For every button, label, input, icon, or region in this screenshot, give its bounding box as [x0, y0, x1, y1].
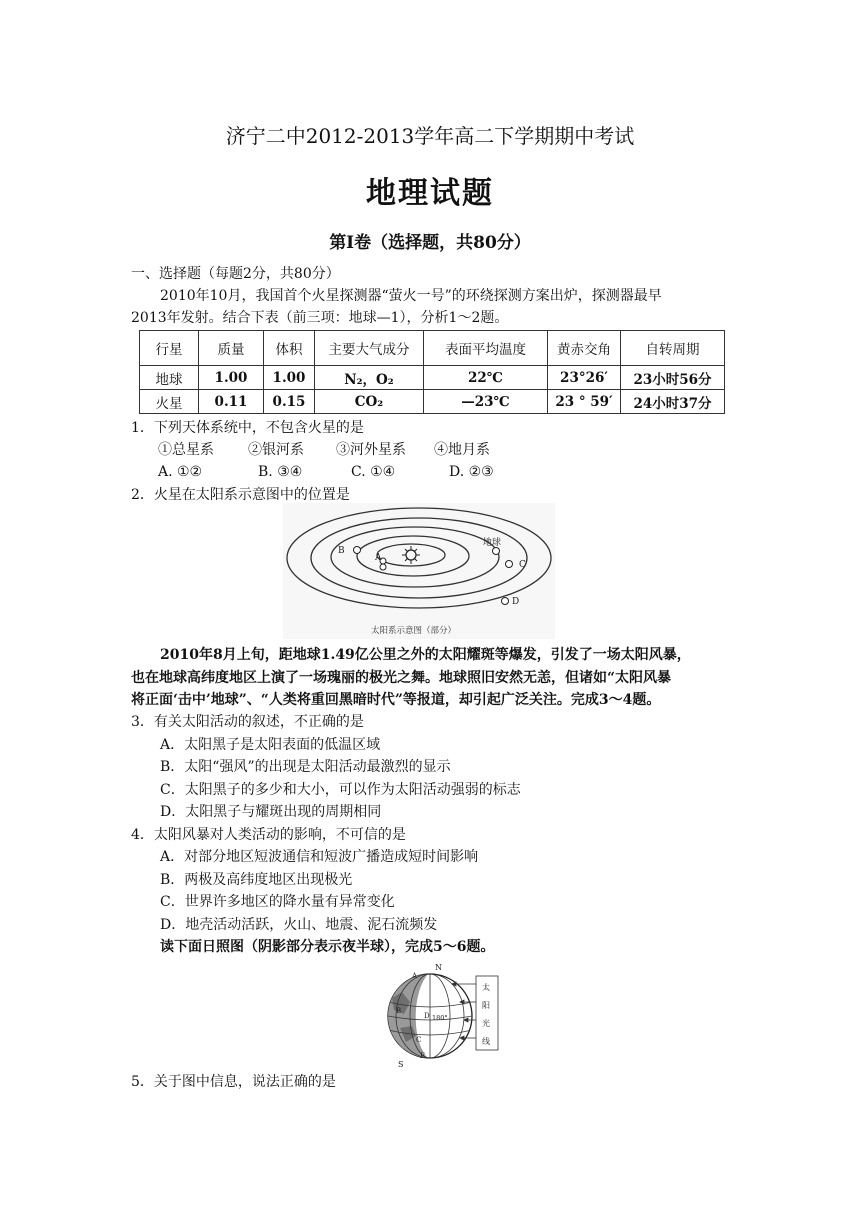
table-cell: 23 ° 59′	[548, 390, 621, 414]
sun-text-2: 阳	[482, 1001, 490, 1010]
q1-option: C. ①④	[351, 464, 396, 480]
solar-figure-caption: 太阳系示意图（部分）	[371, 626, 457, 636]
table-row	[140, 390, 725, 414]
label-earth: 地球	[483, 538, 502, 548]
q4-option-a: A．对部分地区短波通信和短波广播造成短时间影响	[160, 849, 479, 865]
q2-stem: 2．火星在太阳系示意图中的位置是	[131, 487, 350, 503]
planet-earth	[493, 548, 500, 555]
q1-options	[158, 462, 494, 482]
table-header-cell: 体积	[264, 331, 315, 366]
label-a: A	[375, 553, 382, 563]
table-cell: CO₂	[315, 390, 424, 414]
planet-c	[506, 561, 513, 568]
q3-option-a: A．太阳黑子是太阳表面的低温区域	[160, 737, 381, 753]
planet-d	[502, 598, 509, 605]
q3-stem: 3．有关太阳活动的叙述，不正确的是	[131, 714, 364, 730]
illumination-globe-diagram	[372, 958, 502, 1068]
part1-heading: 一、选择题（每题2分，共80分）	[131, 266, 340, 282]
label-longitude: 180°	[432, 1014, 448, 1022]
table-header-cell: 黄赤交角	[548, 331, 621, 366]
q3-option-c: C．太阳黑子的多少和大小，可以作为太阳活动强弱的标志	[160, 782, 521, 798]
solar-system-diagram	[283, 503, 555, 639]
table-cell: 0.15	[264, 390, 315, 414]
q3-option-d: D．太阳黑子与耀斑出现的周期相同	[160, 804, 382, 820]
q1-item: ③河外星系	[336, 442, 406, 458]
q5-stem: 5．关于图中信息，说法正确的是	[131, 1074, 336, 1090]
table-cell: 23°26′	[548, 366, 621, 390]
q1-option: D. ②③	[449, 464, 494, 480]
table-header-cell: 表面平均温度	[424, 331, 548, 366]
table-header-cell: 自转周期	[621, 331, 725, 366]
intro2-line3: 将正面‘击中’地球”、“人类将重回黑暗时代”等报道，却引起广泛关注。完成3～4题。	[131, 692, 661, 708]
table-row	[140, 366, 725, 390]
intro2-line2: 也在地球高纬度地区上演了一场瑰丽的极光之舞。地球照旧安然无恙，但诸如“太阳风暴	[131, 670, 672, 686]
label-b: B	[396, 1007, 402, 1015]
table-cell: 1.00	[199, 366, 264, 390]
label-s: S	[398, 1060, 404, 1068]
planet-inner	[380, 564, 386, 570]
table-cell: 23小时56分	[621, 366, 725, 390]
label-n: N	[435, 963, 442, 972]
planet-comparison-table	[139, 330, 725, 414]
intro3: 读下面日照图（阴影部分表示夜半球），完成5～6题。	[160, 939, 495, 955]
q1-item: ④地月系	[434, 442, 490, 458]
section-title: 第Ⅰ卷（选择题，共80分）	[329, 233, 531, 253]
table-header-cell: 质量	[199, 331, 264, 366]
label-d: D	[424, 1012, 430, 1020]
table-cell: 22℃	[424, 366, 548, 390]
q4-option-b: B．两极及高纬度地区出现极光	[160, 872, 353, 888]
sun-text-1: 太	[482, 983, 490, 992]
label-b: B	[338, 546, 345, 556]
q4-stem: 4．太阳风暴对人类活动的影响，不可信的是	[131, 827, 406, 843]
table-cell: —23℃	[424, 390, 548, 414]
q1-item: ②银河系	[248, 442, 304, 458]
q4-option-c: C．世界许多地区的降水量有异常变化	[160, 894, 395, 910]
q1-items	[158, 440, 490, 460]
label-c: C	[416, 1036, 422, 1044]
subject-title: 地理试题	[366, 176, 494, 211]
table-header-row	[140, 331, 725, 366]
table-header-cell: 行星	[140, 331, 199, 366]
label-c: C	[519, 560, 526, 570]
intro1-line2: 2013年发射。结合下表（前三项：地球—1），分析1～2题。	[131, 310, 509, 326]
q4-option-d: D．地壳活动活跃，火山、地震、泥石流频发	[160, 917, 438, 933]
school-exam-title: 济宁二中2012-2013学年高二下学期期中考试	[225, 124, 635, 148]
table-cell: N₂，O₂	[315, 366, 424, 390]
sun-text-3: 光	[482, 1019, 490, 1028]
intro1-line1: 2010年10月，我国首个火星探测器“萤火一号”的环绕探测方案出炉，探测器最早	[160, 288, 662, 304]
table-cell: 1.00	[264, 366, 315, 390]
table-header-cell: 主要大气成分	[315, 331, 424, 366]
table-cell: 0.11	[199, 390, 264, 414]
label-a: A	[412, 972, 418, 980]
label-d: D	[512, 597, 520, 607]
table-cell: 火星	[140, 390, 199, 414]
q1-option: A. ①②	[158, 464, 203, 480]
q1-option: B. ③④	[258, 464, 303, 480]
table-cell: 24小时37分	[621, 390, 725, 414]
planet-b	[354, 547, 361, 554]
sun-text-4: 线	[482, 1037, 490, 1046]
q1-item: ①总星系	[158, 442, 214, 458]
label-e: E	[420, 1052, 426, 1060]
intro2-line1: 2010年8月上旬，距地球1.49亿公里之外的太阳耀斑等爆发，引发了一场太阳风暴，	[160, 647, 691, 663]
table-cell: 地球	[140, 366, 199, 390]
q3-option-b: B．太阳“强风”的出现是太阳活动最激烈的显示	[160, 759, 451, 775]
q1-stem: 1．下列天体系统中，不包含火星的是	[131, 420, 364, 436]
